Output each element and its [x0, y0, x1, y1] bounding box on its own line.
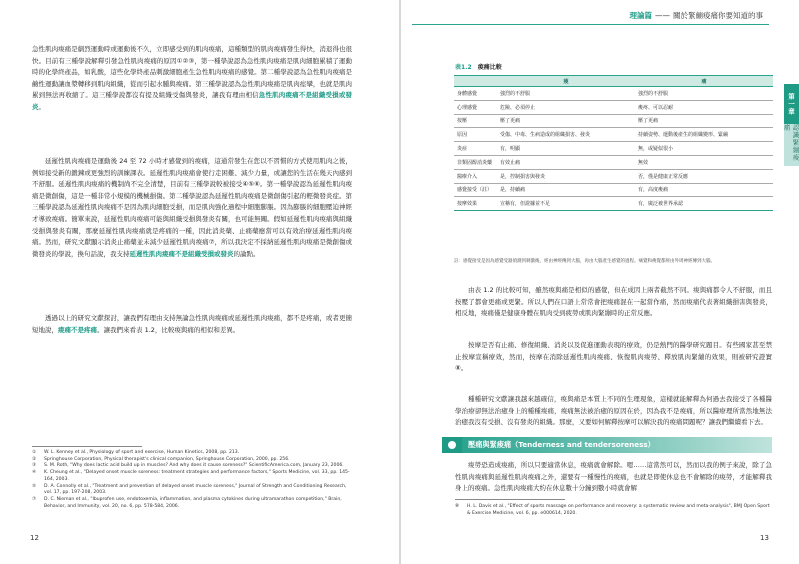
- left-paragraph-3: [32, 313, 352, 338]
- table-cell: 痠疼、可以忍耐: [635, 100, 773, 114]
- table-row: [454, 155, 773, 169]
- header-dash: ——: [655, 11, 670, 20]
- table-row: [454, 114, 773, 128]
- banner-title: 壓痛與緊痠痛（Tenderness and tendersoreness）: [462, 437, 772, 453]
- table-cell: 有，廣泛被世界承認: [635, 197, 773, 211]
- table-row-header: 按摩效果: [454, 197, 497, 211]
- highlighted-phrase: 延遲性肌肉痠痛不是組織受損或發炎: [129, 249, 234, 258]
- highlighted-phrase: 急性肌肉痠痛不是組織受損或發炎: [32, 91, 353, 111]
- footnote-text: H. L. Davis et al., "Effect of sports massage on performance and recovery: a systematic review and meta-analysis", BMJ Open Sport & Exercise Medicine, vol. 6, pp. e000614, 2020.: [467, 504, 770, 516]
- table-cell: 是，持續痛: [497, 183, 635, 197]
- comparison-table: [454, 75, 773, 211]
- text-run: 延遲性肌肉痠痛是運動後 24 至 72 小時才感覺到的痠痛，這通常發生在您以不習慣的方式使用肌肉之後，例如接受新的鍛鍊或更強烈的訓練課表。延遲性肌肉痠痛會使行走困難、減少力量，或讓您的生活在幾天內感到不舒服。延遲性肌肉痠痛的機制尚不完全清楚，目前有三種學說較被接受④⑤⑥。第一種學說認為延遲性肌肉痠痛是微創傷，這是一種非常小規模的機械損傷。第二種學說認為延遲性肌肉痠痛是微創傷引起的輕微發炎症。第三種學說認為延遲性肌肉痠痛不是因為肌肉細胞受損，而是肌肉強化過程中細胞膨脹。因為膨脹的細胞壓迫神經才導致痠痛。簡單來說，延遲性肌肉痠痛可能與組織受損與發炎有關，也可能無關。假如延遲性肌肉痠痛與組織受損與發炎有關，那麼延遲性肌肉痠痛就是疼痛的一種，因此消炎藥、止痛藥應當可以有效治療延遲性肌肉痠痛。然而，研究文獻顯示消炎止痛藥並未減少延遲性肌肉痠痛⑦，所以我決定不採納延遲性肌肉痠痛是微創傷或微發炎的學說，換句話說，我支持: [32, 157, 352, 258]
- table-row: [454, 197, 773, 211]
- right-paragraph-2: [455, 340, 772, 380]
- footnote-number: ②: [32, 456, 37, 462]
- banner-marker-icon: [442, 437, 462, 453]
- table-cell: 強烈的不舒服: [635, 87, 773, 101]
- table-corner-cell: [454, 76, 497, 87]
- running-header: [630, 10, 764, 21]
- footnote: [32, 484, 352, 497]
- right-footnote-rule: [455, 499, 565, 500]
- left-footnotes: [32, 450, 352, 510]
- footnote-number: ④: [32, 470, 37, 476]
- table-row: [454, 87, 773, 101]
- chapter-tab: 第一章: [784, 84, 799, 124]
- table-cell: 宣稱有，但證據並不足: [497, 197, 635, 211]
- footnote-text: K. Cheung et al., "Delayed onset muscle soreness: treatment strategies and performance factors," Sports Medicine, vol. 33, pp. 145-164, 2003.: [44, 470, 350, 482]
- header-title: 關於緊繃痠痛你要知道的事: [673, 11, 763, 20]
- footnote-text: S. M. Roth, "Why does lactic acid build up in muscles? And why does it cause soreness?" ScientificAmerica.com, January 23, 2006.: [44, 463, 344, 469]
- table-row-header: 非類固醇消炎藥: [454, 155, 497, 169]
- left-footnote-rule: [32, 446, 142, 447]
- table-row-header: 醫療介入: [454, 169, 497, 183]
- table-row: [454, 169, 773, 183]
- table-cell: 有效止痛: [497, 155, 635, 169]
- right-footnotes: [455, 504, 772, 517]
- table-caption: [455, 62, 502, 71]
- table-row: [454, 142, 773, 156]
- footnote-text: Springhouse Corporation, Physical therapist's clinical companion, Springhouse Corporation, 2000, pp. 256.: [44, 456, 290, 462]
- left-page-number: 12: [30, 534, 39, 542]
- table-caption-number: 表1.2: [455, 64, 472, 71]
- table-cell: 有，明顯: [497, 142, 635, 156]
- left-paragraph-1: [32, 44, 352, 139]
- table-cell: 危險、必須停止: [497, 100, 635, 114]
- table-row-header: 身體感覺: [454, 87, 497, 101]
- table-note: 註：感覺接受是因為感覺受器偵測到刺激後，經由神經傳到大腦，再由大腦產生感覺的過程。痛覺和痠覺都經由外周神經傳到大腦。: [454, 259, 715, 264]
- footnote-number: ③: [32, 463, 37, 469]
- table-cell: 有，高度痠痛: [635, 183, 773, 197]
- text-run: 急性肌肉痠痛是劇烈運動時或運動後不久，立即感受到的肌肉痠痛，這種類型的肌肉痠痛發生得快，消退得也很快。目前有三種學說解釋引發急性肌肉痠痛的原因①②③，第一種學說認為急性肌肉痠痛是肌肉細胞累積了運動時的化學終產品，如乳酸，這些化學終產品刺激細胞產生急性肌肉痠痛的感覺。第二種學說認為急性肌肉痠痛是鹼性運動讓血漿轉移到肌肉組織，從而引起水腫與痠痛。第三種學說認為急性肌肉痠痛是肌肉痙攣，也就是肌肉累到無法再收縮了。這三種學說都沒有提及組織受傷與發炎，讓我有理由相信: [32, 45, 352, 100]
- table-column-header: 痛: [635, 76, 773, 87]
- text-run: 痠勞恐造成痠痛，所以只要適當休息，痠痛就會解除。嗯……這當然可以，然而以我的例子來說，除了急性肌肉痠痛與延遲性肌肉痠痛之外，還要有一種慢性的痠痛，也就是即使休息也不會解除的痠勞，才能解釋我身上的痠痛。急性肌肉痠痛大約在休息數十分鐘到數小時就會解: [455, 461, 772, 493]
- footnote-number: ①: [32, 450, 37, 455]
- table-cell: 持續姿勢、運動後產生的組織變形、緊繃: [635, 128, 773, 142]
- table-row: [454, 183, 773, 197]
- footnote-number: ⑤: [32, 483, 37, 489]
- footnote-number: ⑦: [32, 496, 37, 502]
- table-cell: 是，控制損害與發炎: [497, 169, 635, 183]
- header-section: 理論篇: [629, 11, 652, 20]
- right-paragraph-4: [455, 460, 772, 496]
- footnote: [32, 470, 352, 483]
- table-cell: 否，僅是健康正常反應: [635, 169, 773, 183]
- right-paragraph-1: [455, 285, 772, 325]
- right-page-number: 13: [760, 534, 769, 542]
- footnote: [32, 497, 352, 510]
- text-run: 種種研究文獻讓我越來越確信，痠與痛是本質上不同的生理現象，這樣就能解釋為何過去我接受了各種醫學治療卻無法治癒身上的種種痠痛，痠痛無法被治癒的原因在於，因為我不是痠痛，所以醫療理所當然地無法治癒我沒有受損、沒有發炎的組織。那麼，又要如何解釋按摩可以解決我的痠痛問題呢？讓我們繼續看下去。: [455, 395, 772, 427]
- table-header-row: [454, 76, 773, 87]
- table-cell: 壓了更痛: [635, 114, 773, 128]
- table-row-header: 心理感覺: [454, 100, 497, 114]
- left-paragraph-2: [32, 156, 352, 296]
- text-run: 。讓我們來看表 1.2，比較痠與痛的相似和差異。: [97, 325, 240, 334]
- table-row: [454, 100, 773, 114]
- table-row: [454, 128, 773, 142]
- table-cell: 壓了更痛: [497, 114, 635, 128]
- header-rule: [412, 24, 769, 25]
- table-row-header: 原因: [454, 128, 497, 142]
- text-run: 由表 1.2 的比較可知，雖然痠與痛是相似的感覺，但在成因上兩者截然不同。痠與痛都令人不舒服，而且按壓了都會更痛或更緊。所以人們在口語上常常會把痠痛混在一起當作痛，然而痠痛代表著組織損害與發炎，相反地，痠痛僅是健康身體在肌肉受到疲勞或肌肉緊繃時的正常反應。: [455, 286, 772, 318]
- text-run: 按摩是否有止痛、修復組織、消炎以及促進運動表現的療效，仍是熱門的醫學研究題目。有些國家甚至禁止按摩宣稱療效，然而，按摩在消除延遲性肌肉痠痛、恢復肌肉痠勞、釋放肌肉緊繃的效果，則被研究證實⑧。: [455, 341, 772, 373]
- table-body: [454, 87, 773, 211]
- footnote-text: D. A. Connolly et al., "Treatment and prevention of delayed onset muscle soreness," Journal of Strength and Conditioning Research, vol. 17, pp. 197-208, 2003.: [44, 483, 347, 496]
- table-cell: 受傷、中毒、生病造成的組織損害、發炎: [497, 128, 635, 142]
- footnote: [455, 504, 772, 517]
- table-cell: 無效: [635, 155, 773, 169]
- topic-tab: 認識緊繃痠痛: [784, 124, 799, 166]
- section-banner: [442, 437, 772, 453]
- table-row-header: 感覺接受（註）: [454, 183, 497, 197]
- table-cell: 強烈的不舒服: [497, 87, 635, 101]
- table-column-header: 痠: [497, 76, 635, 87]
- table-row-header: 按壓: [454, 114, 497, 128]
- footnote-number: ⑧: [455, 504, 460, 509]
- text-run: 。: [38, 102, 45, 111]
- table-caption-title: 痠痛比較: [477, 64, 502, 71]
- table-row-header: 炎症: [454, 142, 497, 156]
- table-cell: 無，或疑似很小: [635, 142, 773, 156]
- text-run: 的論點。: [233, 249, 260, 258]
- highlighted-phrase: 痠痛不是疼痛: [58, 325, 97, 334]
- footnote-text: D. C. Nieman et al., "Ibuprofen use, endotoxemia, inflammation, and plasma cytokines during ultramarathon competition," Brain, Behavior, and Immunity, vol. 20, no. 6, pp. 578-584, 2006.: [44, 496, 342, 509]
- footnote-text: W. L. Kenney et al., Physiology of sport and exercise, Human Kinetics, 2008, pp. 213.: [44, 450, 240, 455]
- footnote: [32, 450, 352, 457]
- text-run: 透過以上的研究文獻探討，讓我們有理由支持無論急性肌肉痠痛或延遲性肌肉痠痛，都不是疼痛，或者更簡短地說，: [32, 314, 352, 334]
